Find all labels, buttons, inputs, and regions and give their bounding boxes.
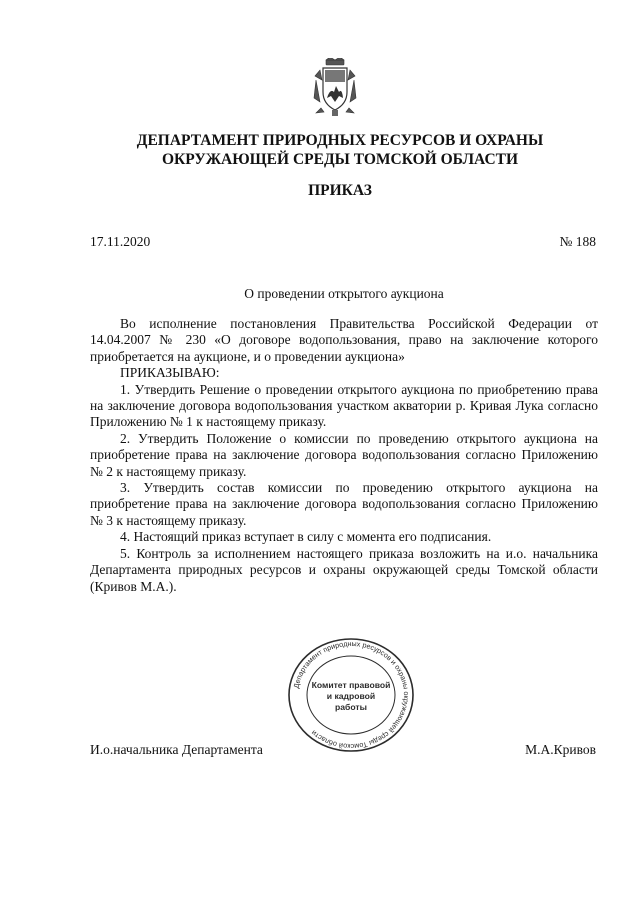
document-type: ПРИКАЗ: [308, 182, 372, 199]
stamp-ring-text: Департамент природных ресурсов и охраны окружающей среды Томской области: [291, 638, 412, 752]
stamp-center-line-3: работы: [335, 702, 367, 712]
coat-of-arms-icon: [312, 58, 358, 118]
order-item-3: 3. Утвердить состав комиссии по проведению открытого аукциона на приобретение права на заключение договора водопользования согласно Приложению № 3 к настоящему приказу.: [90, 480, 598, 528]
order-item-4: 4. Настоящий приказ вступает в силу с момента его подписания.: [120, 529, 492, 545]
stamp-center-line-2: и кадровой: [326, 691, 376, 701]
order-item-2: 2. Утвердить Положение о комиссии по проведению открытого аукциона на приобретение права на заключение договора водопользования согласно Приложению № 2 к настоящему приказу.: [90, 430, 598, 479]
organization-name-line-2: ОКРУЖАЮЩЕЙ СРЕДЫ ТОМСКОЙ ОБЛАСТИ: [161, 151, 519, 168]
organization-name: [90, 131, 590, 169]
document-subject: О проведении открытого аукциона: [244, 286, 444, 301]
order-item-5: 5. Контроль за исполнением настоящего приказа возложить на и.о. начальника Департамента природных ресурсов и охраны окружающей среды Томской области (Кривов М.А.).: [90, 545, 598, 594]
order-item-1: 1. Утвердить Решение о проведении открытого аукциона по приобретению права на заключение договора водопользования участком акватории р. Кривая Лука согласно Приложению № 1 к настоящему приказу.: [90, 381, 598, 430]
stamp-center-line-1: Комитет правовой: [311, 680, 391, 690]
document-date: 17.11.2020: [90, 234, 151, 249]
official-stamp: [286, 636, 416, 754]
organization-name-line-1: ДЕПАРТАМЕНТ ПРИРОДНЫХ РЕСУРСОВ И ОХРАНЫ: [136, 132, 544, 149]
signatory-position: И.о.начальника Департамента: [90, 742, 263, 757]
order-keyword: ПРИКАЗЫВАЮ:: [120, 365, 220, 381]
signatory-name: М.А.Кривов: [525, 742, 596, 757]
document-number: № 188: [559, 234, 596, 249]
document-body: [90, 316, 598, 595]
preamble-paragraph: Во исполнение постановления Правительства Российской Федерации от 14.04.2007 № 230 «О договоре водопользования, право на заключение которого приобретается на аукционе, и о проведении аукциона»: [90, 316, 598, 364]
